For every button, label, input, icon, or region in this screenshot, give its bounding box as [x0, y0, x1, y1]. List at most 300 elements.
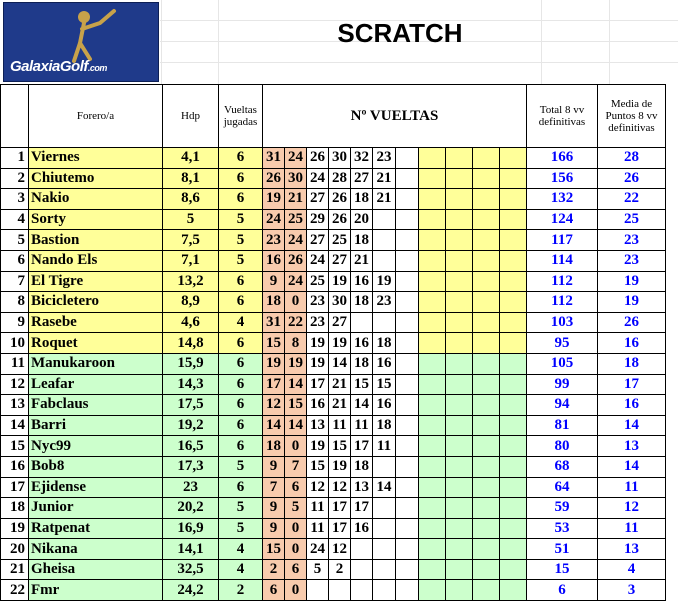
- vueltas-cell: 6: [219, 148, 263, 169]
- media-cell: 11: [598, 518, 666, 539]
- player-name-cell: Viernes: [29, 148, 163, 169]
- total-cell: 99: [527, 374, 598, 395]
- round-score-cell: [351, 312, 373, 333]
- table-row[interactable]: [1, 271, 666, 292]
- round-score-cell: 27: [307, 189, 329, 210]
- media-cell: 16: [598, 395, 666, 416]
- round-score-cell: 18: [351, 353, 373, 374]
- total-cell: 112: [527, 292, 598, 313]
- round-score-cell: [396, 539, 419, 560]
- round-score-cell: [373, 518, 396, 539]
- vueltas-cell: 6: [219, 374, 263, 395]
- total-cell: 103: [527, 312, 598, 333]
- position-cell: 4: [1, 209, 29, 230]
- round-score-cell: [419, 168, 446, 189]
- round-score-cell: 24: [285, 230, 307, 251]
- nvueltas-header: Nº VUELTAS: [263, 85, 527, 148]
- round-score-cell: 23: [373, 148, 396, 169]
- round-score-cell: [419, 498, 446, 519]
- media-cell: 13: [598, 539, 666, 560]
- round-score-cell: [446, 498, 473, 519]
- round-score-cell: [446, 189, 473, 210]
- total-cell: 59: [527, 498, 598, 519]
- round-score-cell: 21: [373, 189, 396, 210]
- vueltas-cell: 4: [219, 559, 263, 580]
- total-cell: 124: [527, 209, 598, 230]
- position-cell: 1: [1, 148, 29, 169]
- round-score-cell: 24: [263, 209, 285, 230]
- table-row[interactable]: [1, 374, 666, 395]
- round-score-cell: [351, 580, 373, 601]
- round-score-cell: [500, 168, 527, 189]
- media-cell: 11: [598, 477, 666, 498]
- table-row[interactable]: [1, 230, 666, 251]
- table-row[interactable]: [1, 168, 666, 189]
- round-score-cell: [329, 580, 351, 601]
- round-score-cell: 19: [263, 353, 285, 374]
- table-row[interactable]: [1, 580, 666, 601]
- round-score-cell: 26: [329, 189, 351, 210]
- round-score-cell: 15: [263, 333, 285, 354]
- round-score-cell: [500, 559, 527, 580]
- player-name-cell: Barri: [29, 415, 163, 436]
- round-score-cell: 14: [351, 395, 373, 416]
- round-score-cell: [500, 580, 527, 601]
- position-cell: 13: [1, 395, 29, 416]
- player-name-cell: Ejidense: [29, 477, 163, 498]
- table-row[interactable]: [1, 353, 666, 374]
- vueltas-cell: 4: [219, 312, 263, 333]
- media-cell: 26: [598, 312, 666, 333]
- gridline: [160, 62, 678, 63]
- round-score-cell: [419, 477, 446, 498]
- round-score-cell: 9: [263, 271, 285, 292]
- round-score-cell: 18: [373, 415, 396, 436]
- round-score-cell: 27: [307, 230, 329, 251]
- media-cell: 14: [598, 415, 666, 436]
- round-score-cell: [419, 230, 446, 251]
- round-score-cell: [473, 271, 500, 292]
- logo-wordmark: GalaxiaGolf.com: [10, 58, 107, 75]
- position-cell: 2: [1, 168, 29, 189]
- vueltas-cell: 5: [219, 250, 263, 271]
- table-row[interactable]: [1, 395, 666, 416]
- round-score-cell: 19: [329, 456, 351, 477]
- hdp-cell: 7,5: [163, 230, 219, 251]
- vueltas-cell: 6: [219, 292, 263, 313]
- table-row[interactable]: [1, 292, 666, 313]
- round-score-cell: [419, 518, 446, 539]
- round-score-cell: 23: [307, 312, 329, 333]
- vueltas-cell: 6: [219, 333, 263, 354]
- table-row[interactable]: [1, 498, 666, 519]
- round-score-cell: 16: [351, 271, 373, 292]
- position-cell: 12: [1, 374, 29, 395]
- round-score-cell: [351, 539, 373, 560]
- round-score-cell: [446, 230, 473, 251]
- round-score-cell: [500, 250, 527, 271]
- round-score-cell: 28: [329, 168, 351, 189]
- round-score-cell: 13: [351, 477, 373, 498]
- round-score-cell: 16: [351, 518, 373, 539]
- vueltas-cell: 6: [219, 353, 263, 374]
- round-score-cell: 30: [285, 168, 307, 189]
- round-score-cell: [446, 168, 473, 189]
- round-score-cell: [373, 209, 396, 230]
- round-score-cell: [419, 539, 446, 560]
- round-score-cell: [396, 209, 419, 230]
- table-row[interactable]: [1, 415, 666, 436]
- vueltas-cell: 6: [219, 415, 263, 436]
- player-name-cell: Manukaroon: [29, 353, 163, 374]
- round-score-cell: 0: [285, 436, 307, 457]
- round-score-cell: [396, 498, 419, 519]
- vueltas-cell: 5: [219, 230, 263, 251]
- round-score-cell: [396, 333, 419, 354]
- round-score-cell: 18: [263, 436, 285, 457]
- hdp-cell: 20,2: [163, 498, 219, 519]
- round-score-cell: 12: [329, 539, 351, 560]
- round-score-cell: [373, 230, 396, 251]
- player-name-cell: Roquet: [29, 333, 163, 354]
- vueltas-cell: 6: [219, 271, 263, 292]
- round-score-cell: 19: [329, 271, 351, 292]
- total-cell: 156: [527, 168, 598, 189]
- round-score-cell: [500, 415, 527, 436]
- round-score-cell: 0: [285, 518, 307, 539]
- round-score-cell: 15: [263, 539, 285, 560]
- position-cell: 16: [1, 456, 29, 477]
- player-name-cell: Nikana: [29, 539, 163, 560]
- round-score-cell: 11: [351, 415, 373, 436]
- hdp-cell: 5: [163, 209, 219, 230]
- round-score-cell: 25: [285, 209, 307, 230]
- round-score-cell: 19: [307, 353, 329, 374]
- round-score-cell: 15: [307, 456, 329, 477]
- table-row[interactable]: [1, 250, 666, 271]
- round-score-cell: 0: [285, 292, 307, 313]
- round-score-cell: [446, 333, 473, 354]
- round-score-cell: [446, 539, 473, 560]
- hdp-cell: 15,9: [163, 353, 219, 374]
- round-score-cell: [473, 477, 500, 498]
- round-score-cell: 6: [285, 477, 307, 498]
- round-score-cell: 0: [285, 580, 307, 601]
- round-score-cell: 22: [285, 312, 307, 333]
- round-score-cell: 18: [263, 292, 285, 313]
- player-name-cell: Bicicletero: [29, 292, 163, 313]
- hdp-cell: 8,6: [163, 189, 219, 210]
- media-cell: 23: [598, 230, 666, 251]
- round-score-cell: [307, 580, 329, 601]
- position-cell: 3: [1, 189, 29, 210]
- round-score-cell: 9: [263, 456, 285, 477]
- round-score-cell: 26: [307, 148, 329, 169]
- hdp-cell: 19,2: [163, 415, 219, 436]
- round-score-cell: 24: [307, 539, 329, 560]
- round-score-cell: 26: [285, 250, 307, 271]
- round-score-cell: [473, 456, 500, 477]
- player-name-cell: El Tigre: [29, 271, 163, 292]
- round-score-cell: 15: [285, 395, 307, 416]
- round-score-cell: 18: [351, 230, 373, 251]
- round-score-cell: 31: [263, 148, 285, 169]
- hdp-cell: 14,1: [163, 539, 219, 560]
- round-score-cell: 7: [263, 477, 285, 498]
- round-score-cell: [473, 518, 500, 539]
- hdp-cell: 14,8: [163, 333, 219, 354]
- vueltas-cell: 6: [219, 436, 263, 457]
- round-score-cell: 12: [329, 477, 351, 498]
- round-score-cell: 16: [307, 395, 329, 416]
- round-score-cell: 6: [263, 580, 285, 601]
- media-cell: 23: [598, 250, 666, 271]
- round-score-cell: 21: [285, 189, 307, 210]
- round-score-cell: [473, 189, 500, 210]
- round-score-cell: 19: [307, 436, 329, 457]
- round-score-cell: 17: [329, 518, 351, 539]
- ranking-table: [0, 84, 666, 601]
- round-score-cell: [473, 168, 500, 189]
- player-name-cell: Bastion: [29, 230, 163, 251]
- round-score-cell: 32: [351, 148, 373, 169]
- hdp-cell: 14,3: [163, 374, 219, 395]
- media-cell: 22: [598, 189, 666, 210]
- round-score-cell: 26: [329, 209, 351, 230]
- position-cell: 10: [1, 333, 29, 354]
- table-row[interactable]: [1, 333, 666, 354]
- round-score-cell: 14: [373, 477, 396, 498]
- round-score-cell: [419, 456, 446, 477]
- position-cell: 19: [1, 518, 29, 539]
- vueltas-cell: 5: [219, 518, 263, 539]
- round-score-cell: [500, 539, 527, 560]
- vueltas-cell: 6: [219, 168, 263, 189]
- round-score-cell: [396, 271, 419, 292]
- hdp-cell: 8,9: [163, 292, 219, 313]
- round-score-cell: 27: [351, 168, 373, 189]
- round-score-cell: [473, 436, 500, 457]
- round-score-cell: [500, 436, 527, 457]
- gridline: [161, 0, 162, 84]
- forero-header: Forero/a: [29, 85, 163, 148]
- round-score-cell: 29: [307, 209, 329, 230]
- round-score-cell: [396, 148, 419, 169]
- page-title: SCRATCH: [337, 18, 463, 48]
- vueltas-cell: 2: [219, 580, 263, 601]
- round-score-cell: [500, 395, 527, 416]
- round-score-cell: 5: [285, 498, 307, 519]
- table-row[interactable]: [1, 209, 666, 230]
- position-cell: 17: [1, 477, 29, 498]
- media-cell: 19: [598, 292, 666, 313]
- round-score-cell: [396, 250, 419, 271]
- table-row[interactable]: [1, 312, 666, 333]
- round-score-cell: 17: [307, 374, 329, 395]
- round-score-cell: [419, 148, 446, 169]
- round-score-cell: 25: [329, 230, 351, 251]
- round-score-cell: 20: [351, 209, 373, 230]
- total-cell: 80: [527, 436, 598, 457]
- position-cell: 11: [1, 353, 29, 374]
- round-score-cell: 14: [329, 353, 351, 374]
- round-score-cell: [373, 250, 396, 271]
- player-name-cell: Rasebe: [29, 312, 163, 333]
- table-row[interactable]: [1, 518, 666, 539]
- round-score-cell: 16: [351, 333, 373, 354]
- round-score-cell: 18: [373, 333, 396, 354]
- round-score-cell: [500, 148, 527, 169]
- round-score-cell: [500, 209, 527, 230]
- round-score-cell: [419, 312, 446, 333]
- player-name-cell: Nakio: [29, 189, 163, 210]
- round-score-cell: [396, 456, 419, 477]
- round-score-cell: [500, 353, 527, 374]
- hdp-cell: 17,5: [163, 395, 219, 416]
- round-score-cell: 14: [285, 415, 307, 436]
- table-row[interactable]: [1, 456, 666, 477]
- round-score-cell: [500, 312, 527, 333]
- round-score-cell: [446, 395, 473, 416]
- hdp-cell: 23: [163, 477, 219, 498]
- round-score-cell: 31: [263, 312, 285, 333]
- round-score-cell: [396, 374, 419, 395]
- table-row[interactable]: [1, 436, 666, 457]
- round-score-cell: [446, 312, 473, 333]
- round-score-cell: 9: [263, 518, 285, 539]
- round-score-cell: [373, 559, 396, 580]
- player-name-cell: Fabclaus: [29, 395, 163, 416]
- round-score-cell: [446, 559, 473, 580]
- vueltas-cell: 6: [219, 189, 263, 210]
- round-score-cell: [396, 395, 419, 416]
- position-cell: 8: [1, 292, 29, 313]
- round-score-cell: [419, 292, 446, 313]
- vueltas-cell: 4: [219, 539, 263, 560]
- round-score-cell: 0: [285, 539, 307, 560]
- hdp-cell: 7,1: [163, 250, 219, 271]
- total-cell: 94: [527, 395, 598, 416]
- round-score-cell: 6: [285, 559, 307, 580]
- round-score-cell: 14: [263, 415, 285, 436]
- round-score-cell: 16: [263, 250, 285, 271]
- round-score-cell: [473, 209, 500, 230]
- round-score-cell: [373, 312, 396, 333]
- round-score-cell: [446, 456, 473, 477]
- position-cell: 14: [1, 415, 29, 436]
- player-name-cell: Fmr: [29, 580, 163, 601]
- player-name-cell: Nando Els: [29, 250, 163, 271]
- round-score-cell: [473, 415, 500, 436]
- round-score-cell: 24: [285, 271, 307, 292]
- hdp-header: Hdp: [163, 85, 219, 148]
- hdp-cell: 4,6: [163, 312, 219, 333]
- hdp-cell: 24,2: [163, 580, 219, 601]
- round-score-cell: [500, 271, 527, 292]
- total-cell: 105: [527, 353, 598, 374]
- round-score-cell: 18: [351, 292, 373, 313]
- hdp-cell: 4,1: [163, 148, 219, 169]
- gridline: [609, 0, 610, 84]
- position-cell: 22: [1, 580, 29, 601]
- table-row[interactable]: [1, 477, 666, 498]
- galaxiagolf-logo[interactable]: [3, 2, 159, 82]
- round-score-cell: [396, 415, 419, 436]
- table-row[interactable]: [1, 148, 666, 169]
- round-score-cell: [500, 456, 527, 477]
- round-score-cell: 19: [329, 333, 351, 354]
- round-score-cell: [446, 580, 473, 601]
- media-cell: 12: [598, 498, 666, 519]
- round-score-cell: [446, 477, 473, 498]
- hdp-cell: 16,9: [163, 518, 219, 539]
- round-score-cell: [419, 580, 446, 601]
- round-score-cell: 15: [329, 436, 351, 457]
- round-score-cell: [419, 353, 446, 374]
- round-score-cell: 14: [285, 374, 307, 395]
- vueltas-cell: 5: [219, 456, 263, 477]
- hdp-cell: 32,5: [163, 559, 219, 580]
- table-row[interactable]: [1, 189, 666, 210]
- total-header: Total 8 vv definitivas: [527, 85, 598, 148]
- round-score-cell: [446, 209, 473, 230]
- media-cell: 14: [598, 456, 666, 477]
- round-score-cell: 11: [329, 415, 351, 436]
- round-score-cell: [446, 292, 473, 313]
- gridline: [218, 0, 219, 84]
- round-score-cell: [351, 559, 373, 580]
- round-score-cell: 27: [329, 250, 351, 271]
- round-score-cell: [419, 436, 446, 457]
- round-score-cell: [473, 353, 500, 374]
- round-score-cell: [396, 436, 419, 457]
- round-score-cell: [500, 292, 527, 313]
- round-score-cell: 23: [307, 292, 329, 313]
- round-score-cell: 23: [373, 292, 396, 313]
- round-score-cell: 16: [373, 353, 396, 374]
- round-score-cell: [473, 292, 500, 313]
- round-score-cell: 12: [307, 477, 329, 498]
- round-score-cell: 13: [307, 415, 329, 436]
- round-score-cell: 19: [373, 271, 396, 292]
- round-score-cell: 7: [285, 456, 307, 477]
- round-score-cell: 16: [373, 395, 396, 416]
- round-score-cell: 8: [285, 333, 307, 354]
- round-score-cell: [473, 333, 500, 354]
- round-score-cell: 21: [329, 395, 351, 416]
- round-score-cell: [500, 477, 527, 498]
- total-cell: 95: [527, 333, 598, 354]
- round-score-cell: 24: [285, 148, 307, 169]
- total-cell: 132: [527, 189, 598, 210]
- round-score-cell: 24: [307, 168, 329, 189]
- table-row[interactable]: [1, 559, 666, 580]
- table-row[interactable]: [1, 539, 666, 560]
- round-score-cell: 19: [307, 333, 329, 354]
- round-score-cell: [373, 539, 396, 560]
- round-score-cell: [500, 230, 527, 251]
- round-score-cell: 11: [307, 518, 329, 539]
- round-score-cell: [446, 250, 473, 271]
- round-score-cell: [419, 250, 446, 271]
- position-cell: 21: [1, 559, 29, 580]
- round-score-cell: [396, 518, 419, 539]
- media-cell: 17: [598, 374, 666, 395]
- hdp-cell: 13,2: [163, 271, 219, 292]
- media-cell: 28: [598, 148, 666, 169]
- hdp-cell: 17,3: [163, 456, 219, 477]
- round-score-cell: [473, 148, 500, 169]
